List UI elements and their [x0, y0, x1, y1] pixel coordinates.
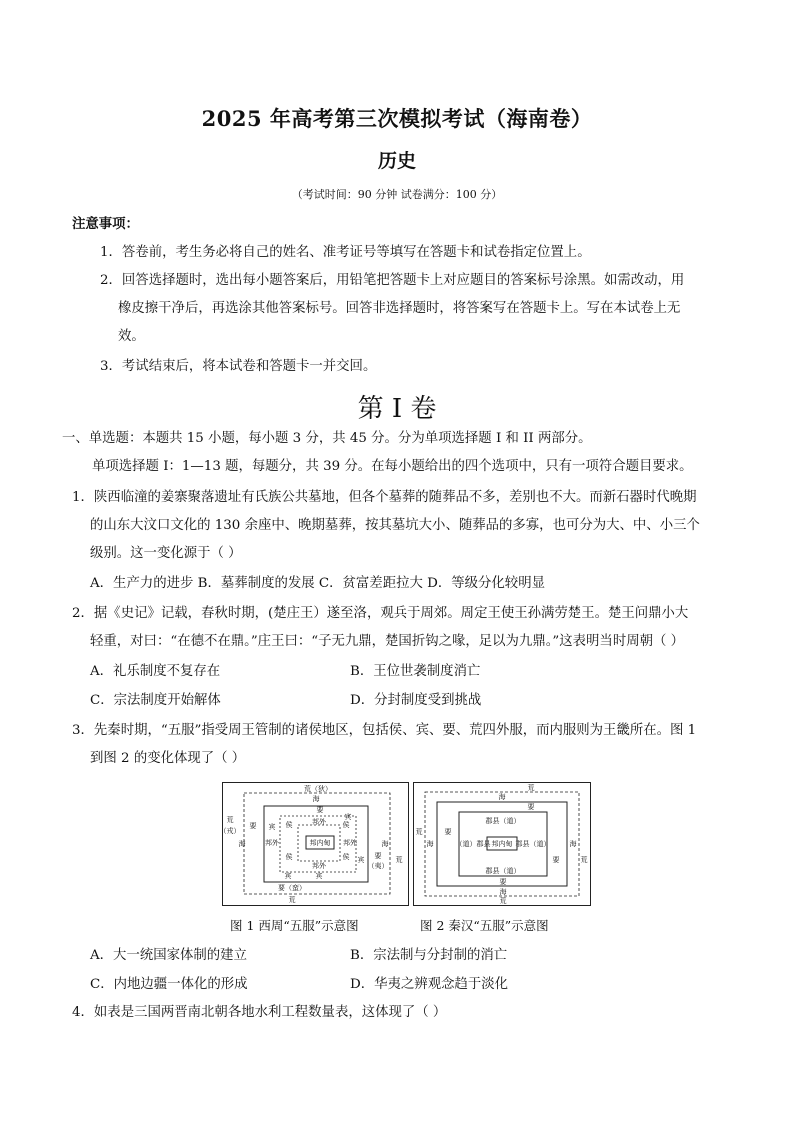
- fig1-bin-right: 宾: [357, 856, 365, 864]
- fig1-bangwai-top: 邦外: [312, 818, 326, 826]
- fig1-yao-bottom: 要（蛮）: [278, 884, 306, 892]
- question-1-options: A．生产力的进步 B．墓葬制度的发展 C．贫富差距拉大 D．等级分化较明显: [90, 576, 545, 591]
- question-2-option-b: B．王位世袭制度消亡: [350, 664, 481, 679]
- question-4-line: 4．如表是三国两晋南北朝各地水利工程数量表，这体现了（ ）: [72, 1005, 447, 1020]
- fig1-hou-left-top: 侯: [285, 821, 293, 829]
- question-1-line: 级别。这一变化源于（ ）: [90, 546, 242, 561]
- fig1-bangwai-bottom: 邦外: [312, 862, 326, 870]
- fig1-hai-top: 海: [312, 795, 320, 803]
- fig1-hou-right-top: 侯: [342, 821, 350, 829]
- notice-heading: 注意事项：: [72, 216, 139, 232]
- fig2-outer-bottom: 荒: [499, 897, 507, 905]
- fig2-junxian-right: 郡县（道）: [515, 840, 551, 848]
- fig2-right-hai: 海: [569, 840, 577, 848]
- fig2-dao-left: （道）郡县: [455, 840, 491, 848]
- fig1-hou-right-bottom: 侯: [342, 853, 350, 861]
- fig2-right-yao: 要: [552, 856, 560, 864]
- fig1-right-yao-2: （夷）: [367, 862, 389, 870]
- fig2-junxian-top: 郡县（道）: [485, 817, 521, 825]
- question-3-option-c: C．内地边疆一体化的形成: [90, 977, 248, 992]
- fig1-left-hai: 海: [238, 840, 246, 848]
- question-3-line: 到图 2 的变化体现了（ ）: [90, 751, 246, 766]
- fig1-left-outer-1: 荒: [226, 816, 234, 824]
- fig1-bin-top-left: 宾: [268, 823, 276, 831]
- question-2-line: 轻重，对曰：“在德不在鼎。”庄王曰：“子无九鼎，楚国折钩之喙，足以为九鼎。”这表明当时周朝（ ）: [90, 634, 685, 649]
- fig2-left-hai: 海: [426, 840, 434, 848]
- question-2-option-d: D．分封制度受到挑战: [350, 693, 482, 708]
- fig1-right-huang: 荒: [395, 856, 403, 864]
- fig1-outer-bottom: 荒: [288, 896, 296, 904]
- figure-2-qin-han-wufu: [413, 782, 591, 906]
- figure-1-caption: 图 1 西周“五服”示意图: [230, 918, 359, 933]
- volume-heading: 第 I 卷: [357, 394, 437, 424]
- sub-intro: 单项选择题 I：1—13 题，每题分，共 39 分。在每小题给出的四个选项中，只有一项符合题目要求。: [92, 459, 693, 474]
- fig2-yao-top: 要: [527, 803, 535, 811]
- fig1-left-yao: 要: [249, 822, 257, 830]
- fig1-yao-top: 要: [316, 806, 324, 814]
- fig2-left-huang: 荒: [415, 828, 423, 836]
- fig2-right-huang: 荒: [580, 856, 588, 864]
- notice-item: 1．答卷前，考生务必将自己的姓名、准考证号等填写在答题卡和试卷指定位置上。: [100, 245, 591, 260]
- notice-item: 橡皮擦干净后，再选涂其他答案标号。回答非选择题时，将答案写在答题卡上。写在本试卷上无: [118, 301, 681, 316]
- question-3-option-d: D．华夷之辨观念趋于淡化: [350, 977, 509, 992]
- subject-heading: 历史: [377, 150, 416, 172]
- notice-item: 效。: [118, 329, 145, 344]
- fig1-right-hai: 海: [381, 840, 389, 848]
- question-2-line: 2．据《史记》记载，春秋时期，(楚庄王）遂至洛，观兵于周郊。周定王使王孙满劳楚王。楚王问鼎小大: [72, 606, 689, 621]
- notice-item: 2．回答选择题时，选出每小题答案后，用铅笔把答题卡上对应题目的答案标号涂黑。如需改动，用: [100, 273, 685, 288]
- fig1-right-yao-1: 要: [374, 852, 382, 860]
- question-2-option-c: C．宗法制度开始解体: [90, 693, 221, 708]
- question-1-line: 的山东大汶口文化的 130 余座中、晚期墓葬，按其墓坑大小、随葬品的多寡，也可分为大、中、小三个: [90, 518, 700, 533]
- question-3-option-a: A．大一统国家体制的建立: [90, 948, 247, 963]
- fig2-hai-top: 海: [498, 793, 506, 801]
- fig2-hai-bottom: 海: [499, 888, 507, 896]
- fig1-center: 邦内甸: [309, 839, 331, 847]
- fig1-bangwai-right: 邦外: [343, 839, 357, 847]
- part-intro: 一、单选题：本题共 15 小题，每小题 3 分，共 45 分。分为单项选择题 I 和 II 两部分。: [62, 431, 592, 446]
- exam-time-info: （考试时间：90 分钟 试卷满分：100 分）: [291, 188, 503, 201]
- question-3-line: 3．先秦时期，“五服”指受周王管制的诸侯地区，包括侯、宾、要、荒四外服，而内服则为王畿所在。图 1: [72, 723, 697, 738]
- question-3-option-b: B．宗法制与分封制的消亡: [350, 948, 508, 963]
- fig1-bin-bottom: 宾: [315, 872, 323, 880]
- fig2-left-yao: 要: [444, 828, 452, 836]
- fig1-bin-top-right: 宾: [344, 813, 352, 821]
- question-2-option-a: A．礼乐制度不复存在: [90, 664, 221, 679]
- exam-title: 2025 年高考第三次模拟考试（海南卷）: [201, 106, 593, 131]
- fig1-bangwai-left: 邦外: [265, 839, 279, 847]
- fig2-yao-bottom: 要: [499, 878, 507, 886]
- notice-item: 3．考试结束后，将本试卷和答题卡一并交回。: [100, 359, 377, 374]
- fig2-center: 邦内甸: [491, 840, 513, 848]
- question-1-line: 1．陕西临潼的姜寨聚落遗址有氏族公共墓地，但各个墓葬的随葬品不多，差别也不大。而新石器时代晚期: [72, 490, 697, 505]
- fig2-outer-top: 荒: [527, 784, 535, 792]
- figure-1-western-zhou-wufu: [219, 782, 409, 906]
- fig2-junxian-bottom: 郡县（道）: [485, 867, 521, 875]
- figure-2-caption: 图 2 秦汉“五服”示意图: [420, 918, 549, 933]
- fig1-hou-left-bottom: 侯: [285, 853, 293, 861]
- fig1-outer-top: 荒（狄）: [304, 785, 332, 793]
- fig1-bin-left: 宾: [284, 872, 292, 880]
- fig1-left-outer-2: （戎）: [219, 827, 241, 835]
